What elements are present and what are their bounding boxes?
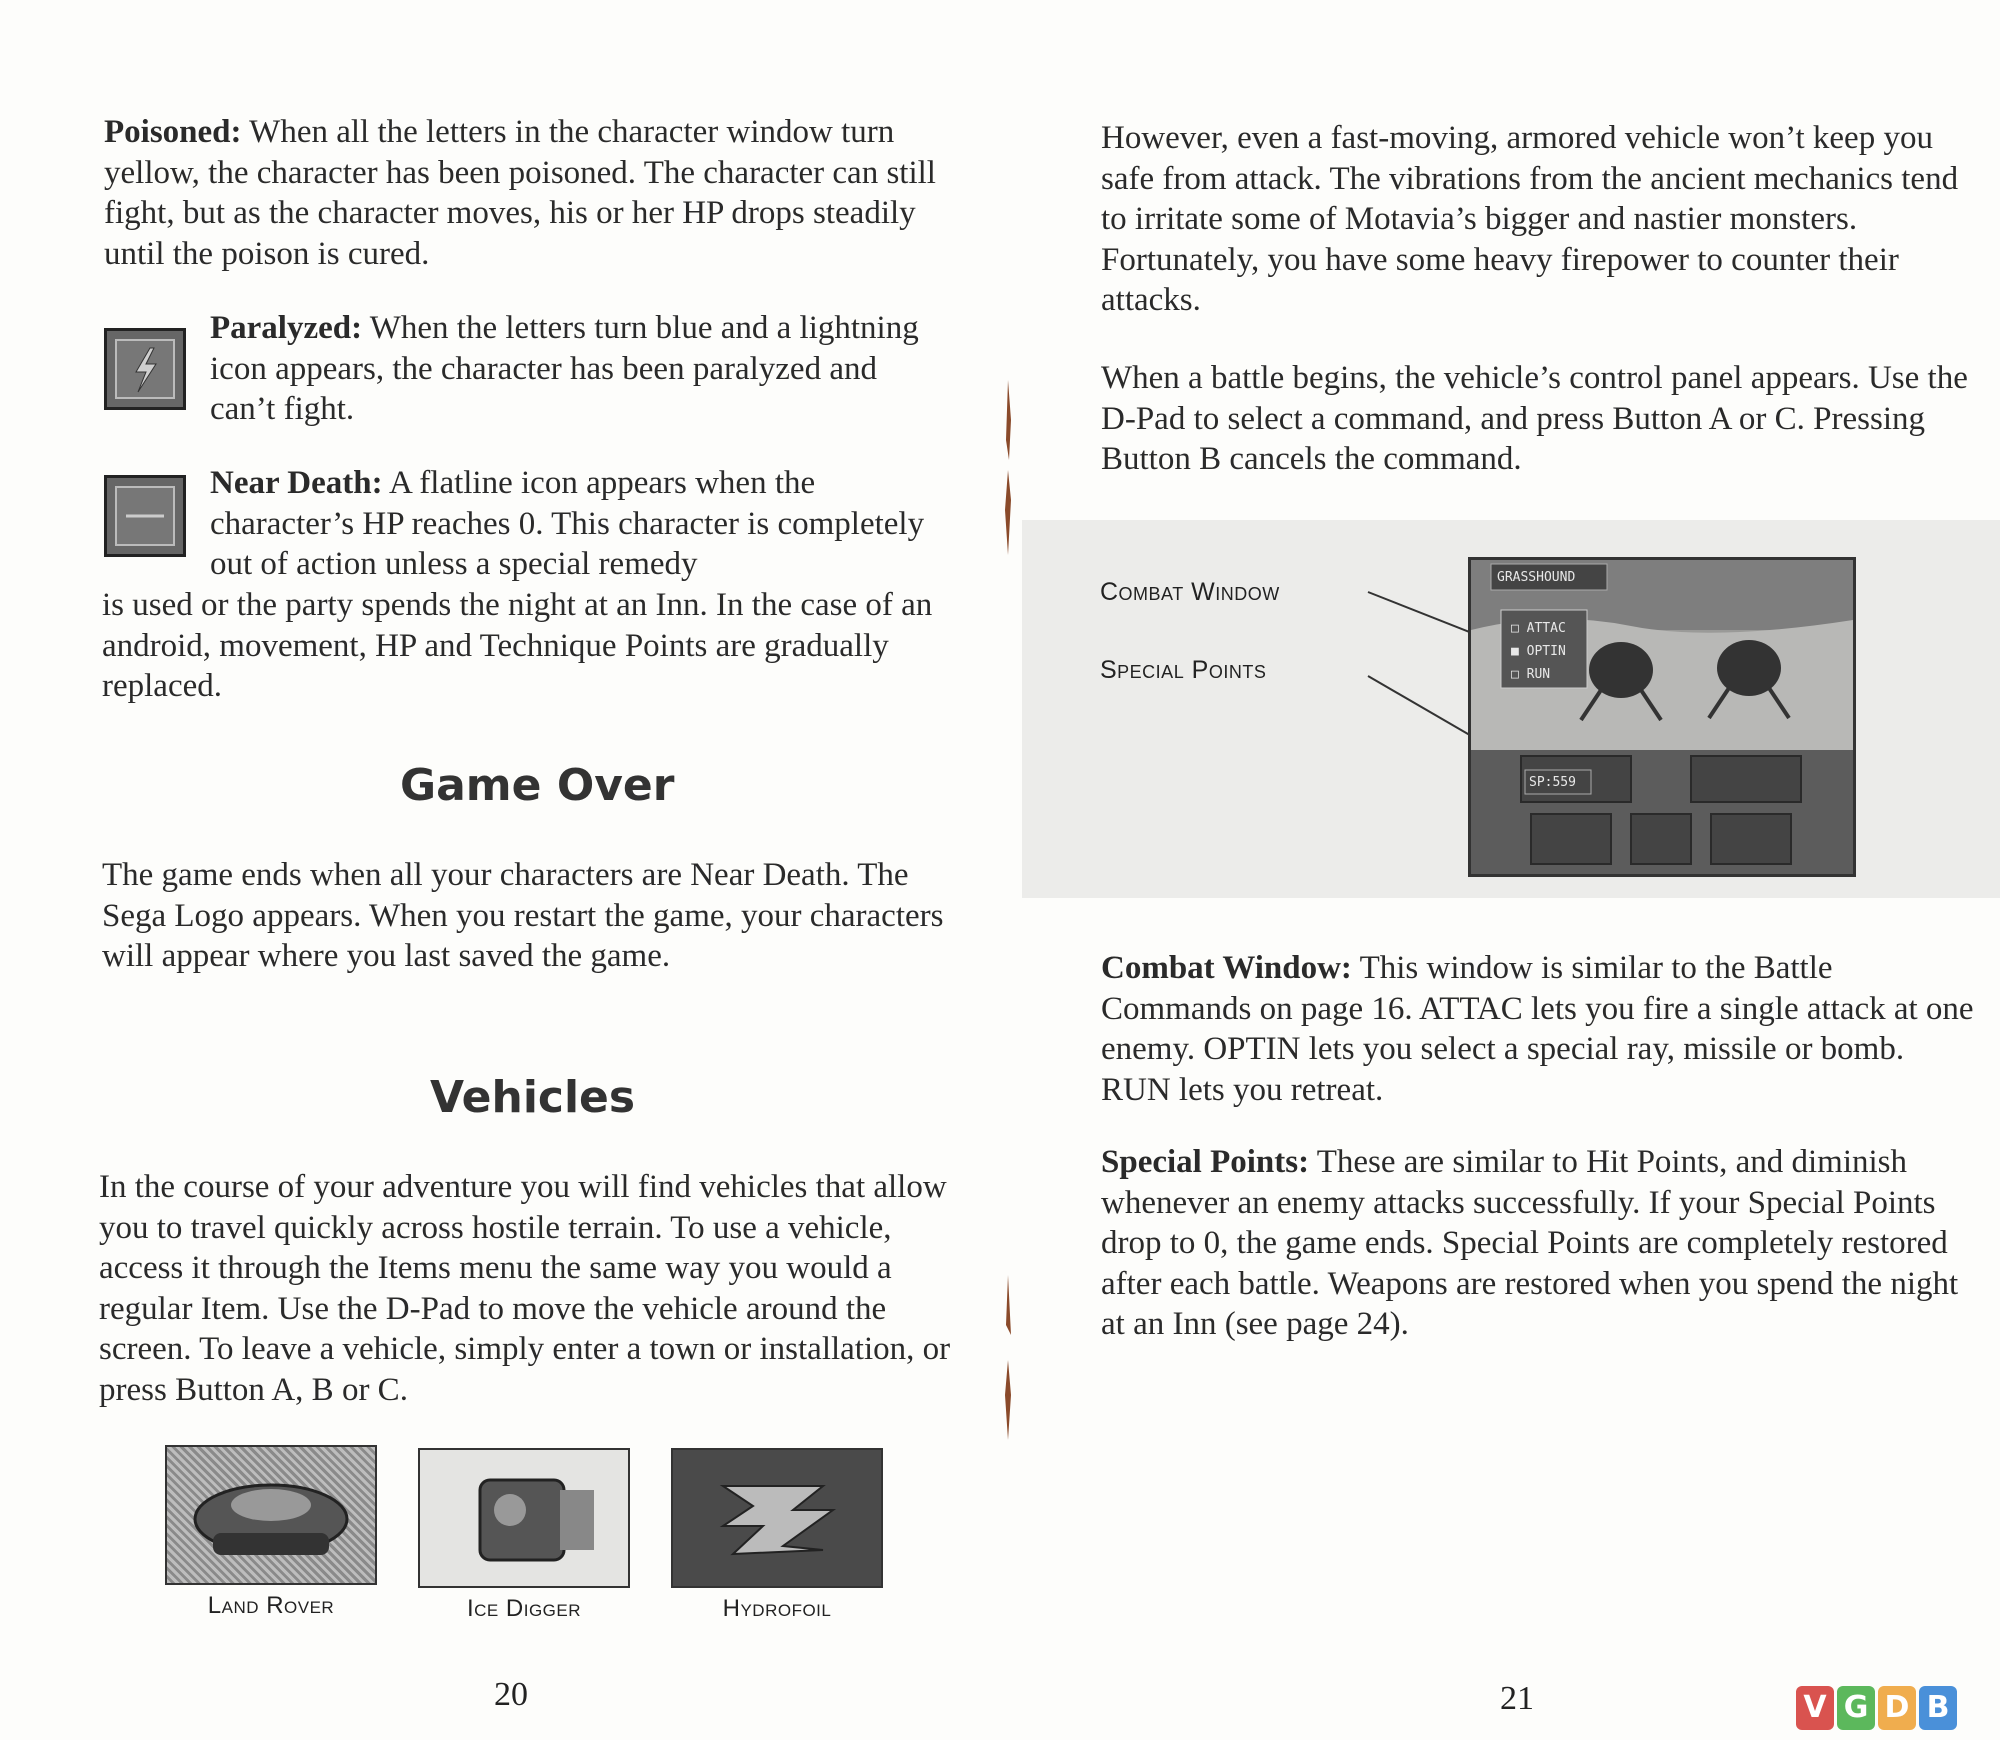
special-points-paragraph [1101, 1142, 1981, 1345]
paralyzed-paragraph [210, 308, 930, 430]
battle-screenshot [1468, 557, 1856, 877]
near-death-text-a: A flatline icon appears when the character’s HP reaches 0. This character is completely out of action unless a special remedy [210, 465, 925, 582]
lightning-icon [104, 328, 186, 410]
combat-window-text: This window is similar to the Battle Commands on page 16. ATTAC lets you fire a single attack at one enemy. OPTIN lets you select a special ray, missile or bomb. RUN lets you retreat. [1101, 950, 1974, 1108]
poisoned-paragraph [104, 112, 944, 274]
watermark-letter: G [1837, 1686, 1875, 1730]
watermark-letter: V [1796, 1686, 1834, 1730]
hydrofoil-caption: Hydrofoil [722, 1595, 832, 1622]
sp-readout: SP:559 [1529, 775, 1576, 790]
menu-item-optin: ■ OPTIN [1511, 644, 1566, 659]
vehicle-name: GRASSHOUND [1497, 570, 1576, 585]
ice-digger-caption: Ice Digger [466, 1595, 582, 1622]
special-points-label: Special Points [1100, 656, 1267, 684]
menu-item-attac: □ ATTAC [1511, 621, 1566, 636]
land-rover-image [165, 1445, 377, 1585]
menu-item-run: □ RUN [1511, 667, 1551, 682]
poisoned-term: Poisoned: [104, 114, 242, 150]
flatline-icon [104, 475, 186, 557]
poisoned-text: When all the letters in the character window turn yellow, the character has been poisoned. The character can still fight, but as the character moves, his or her HP drops steadily until the poison is cured. [104, 114, 936, 272]
page-number-right: 21 [1500, 1680, 1534, 1717]
game-over-paragraph: The game ends when all your characters are Near Death. The Sega Logo appears. When you restart the game, your characters will appear where you last saved the game. [102, 857, 944, 974]
combat-window-paragraph [1101, 948, 1981, 1110]
battle-paragraph: When a battle begins, the vehicle’s control panel appears. Use the D-Pad to select a command, and press Button A or C. Pressing Button B cancels the command. [1101, 360, 1968, 477]
near-death-term: Near Death: [210, 465, 383, 501]
page-number-left: 20 [494, 1676, 528, 1713]
near-death-paragraph [210, 463, 950, 585]
watermark-letter: B [1919, 1686, 1957, 1730]
near-death-continued: is used or the party spends the night at an Inn. In the case of an android, movement, HP and Technique Points are gradually replaced. [102, 587, 933, 704]
game-over-heading: Game Over [400, 760, 675, 811]
combat-menu [1511, 617, 1566, 686]
combat-window-label: Combat Window [1100, 578, 1280, 606]
paralyzed-term: Paralyzed: [210, 310, 363, 346]
special-points-term: Special Points: [1101, 1144, 1310, 1180]
paralyzed-text: When the letters turn blue and a lightning icon appears, the character has been paralyzed and can’t fight. [210, 310, 919, 427]
land-rover-caption: Land Rover [207, 1592, 335, 1619]
vehicles-paragraph: In the course of your adventure you will find vehicles that allow you to travel quickly across hostile terrain. To use a vehicle, access it through the Items menu the same way you would a regular Item. Use the D-Pad to move the vehicle around the screen. To leave a vehicle, simply enter a town or installation, or press Button A, B or C. [99, 1169, 951, 1408]
watermark-letter: D [1878, 1686, 1916, 1730]
combat-window-term: Combat Window: [1101, 950, 1352, 986]
vgdb-watermark-logo [1796, 1686, 1957, 1730]
ice-digger-image [418, 1448, 630, 1588]
vehicles-heading: Vehicles [430, 1072, 636, 1123]
hydrofoil-image [671, 1448, 883, 1588]
intro-paragraph: However, even a fast-moving, armored vehicle won’t keep you safe from attack. The vibrations from the ancient mechanics tend to irritate some of Motavia’s bigger and nastier monsters. Fortunately, you have some heavy firepower to counter their attacks. [1101, 120, 1959, 318]
special-points-text: These are similar to Hit Points, and diminish whenever an enemy attacks successfully. If your Special Points drop to 0, the game ends. Special Points are completely restored after each battle. Weapons are restored when you spend the night at an Inn (see page 24). [1101, 1144, 1959, 1342]
